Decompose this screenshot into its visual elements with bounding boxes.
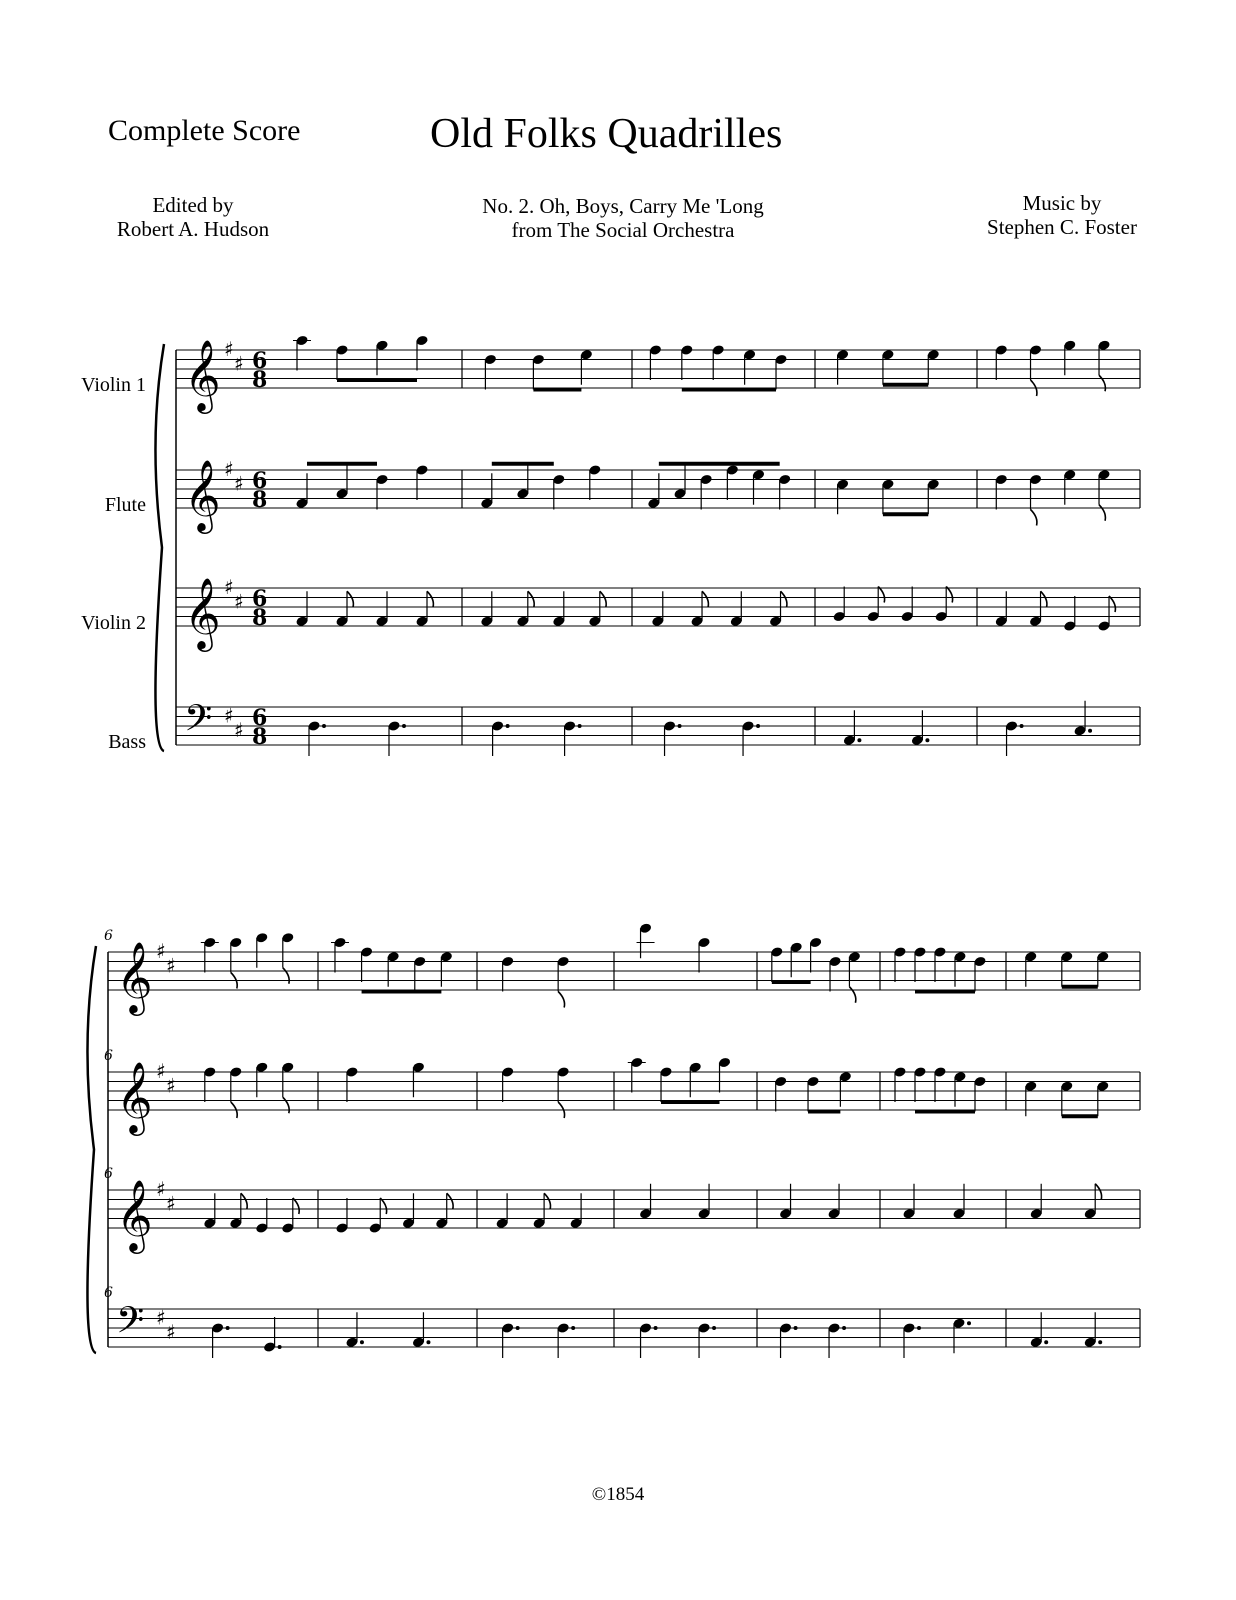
note-flag bbox=[1031, 510, 1037, 526]
sharp-icon: ♯ bbox=[156, 939, 166, 963]
note-flag bbox=[781, 591, 787, 607]
dot-mark bbox=[1020, 724, 1024, 728]
piece-title: Old Folks Quadrilles bbox=[430, 111, 783, 157]
dot-mark bbox=[516, 1326, 520, 1330]
measure-number: 6 bbox=[104, 1285, 113, 1301]
dot-mark bbox=[360, 1340, 364, 1344]
dot-mark bbox=[678, 724, 682, 728]
dot-mark bbox=[712, 1326, 716, 1330]
note-flag bbox=[1109, 596, 1115, 612]
note-flag bbox=[1099, 505, 1105, 521]
sharp-icon: ♯ bbox=[224, 457, 234, 481]
time-signature-top: 6 bbox=[252, 705, 268, 731]
note-flag bbox=[544, 1193, 550, 1209]
instrument-label-bass: Bass bbox=[108, 731, 146, 753]
sharp-icon: ♯ bbox=[234, 717, 244, 742]
note-flag bbox=[878, 587, 884, 603]
composer-line-1: Music by bbox=[1022, 191, 1102, 215]
time-signature-top: 6 bbox=[252, 468, 268, 494]
treble-clef-icon: 𝄞 bbox=[184, 576, 221, 649]
note-flag bbox=[283, 1097, 289, 1113]
dot-mark bbox=[842, 1326, 846, 1330]
copyright-notice: ©1854 bbox=[591, 1484, 645, 1505]
measure-number: 6 bbox=[104, 928, 113, 944]
time-signature-top: 6 bbox=[252, 348, 268, 374]
dot-mark bbox=[967, 1321, 971, 1325]
instrument-label-flute: Flute bbox=[104, 494, 146, 516]
sharp-icon: ♯ bbox=[166, 1191, 176, 1216]
dot-mark bbox=[426, 1340, 430, 1344]
note-flag bbox=[241, 1193, 247, 1209]
editor-line-1: Edited by bbox=[152, 193, 234, 217]
sharp-icon: ♯ bbox=[234, 351, 244, 376]
time-signature-top: 6 bbox=[252, 586, 268, 612]
system-brace bbox=[87, 946, 96, 1353]
composer-line-2: Stephen C. Foster bbox=[987, 215, 1137, 240]
treble-clef-icon: 𝄞 bbox=[184, 458, 221, 531]
time-signature-bottom: 8 bbox=[252, 724, 268, 750]
treble-clef-icon: 𝄞 bbox=[116, 1060, 153, 1133]
note-flag bbox=[946, 587, 952, 603]
dot-mark bbox=[917, 1326, 921, 1330]
bass-clef-icon: 𝄢 bbox=[184, 697, 213, 749]
sharp-icon: ♯ bbox=[166, 953, 176, 978]
dot-mark bbox=[506, 724, 510, 728]
note-flag bbox=[600, 591, 606, 607]
note-flag bbox=[849, 987, 855, 1003]
dot-mark bbox=[1088, 729, 1092, 733]
dot-mark bbox=[226, 1326, 230, 1330]
note-flag bbox=[1041, 591, 1047, 607]
sharp-icon: ♯ bbox=[224, 337, 234, 361]
dot-mark bbox=[857, 738, 861, 742]
piece-subtitle-line-1: No. 2. Oh, Boys, Carry Me 'Long bbox=[482, 194, 764, 218]
score-system-2 bbox=[87, 922, 1140, 1358]
note-flag bbox=[1095, 1184, 1101, 1200]
system-brace bbox=[155, 344, 164, 751]
bass-clef-icon: 𝄢 bbox=[116, 1299, 145, 1351]
dot-mark bbox=[402, 724, 406, 728]
sharp-icon: ♯ bbox=[224, 575, 234, 599]
dot-mark bbox=[654, 1326, 658, 1330]
note-flag bbox=[427, 591, 433, 607]
treble-clef-icon: 𝄞 bbox=[116, 1178, 153, 1251]
time-signature-bottom: 8 bbox=[252, 487, 268, 513]
sharp-icon: ♯ bbox=[156, 1177, 166, 1201]
note-flag bbox=[528, 591, 534, 607]
measure-number: 6 bbox=[104, 1048, 113, 1064]
dot-mark bbox=[322, 724, 326, 728]
note-flag bbox=[447, 1193, 453, 1209]
editor-line-2: Robert A. Hudson bbox=[116, 217, 270, 242]
sharp-icon: ♯ bbox=[234, 471, 244, 496]
score-type-label: Complete Score bbox=[108, 114, 301, 147]
time-signature-bottom: 8 bbox=[252, 605, 268, 631]
note-flag bbox=[283, 968, 289, 984]
instrument-label-violin-1: Violin 1 bbox=[81, 374, 146, 396]
note-flag bbox=[293, 1198, 299, 1214]
sharp-icon: ♯ bbox=[166, 1073, 176, 1098]
score-system-1 bbox=[155, 335, 1140, 756]
dot-mark bbox=[925, 738, 929, 742]
dot-mark bbox=[571, 1326, 575, 1330]
sharp-icon: ♯ bbox=[234, 589, 244, 614]
piece-subtitle-line-2: from The Social Orchestra bbox=[511, 218, 735, 243]
dot-mark bbox=[278, 1345, 282, 1349]
note-flag bbox=[558, 992, 564, 1008]
instrument-label-violin-2: Violin 2 bbox=[81, 612, 146, 634]
treble-clef-icon: 𝄞 bbox=[184, 338, 221, 411]
measure-number: 6 bbox=[104, 1166, 113, 1182]
dot-mark bbox=[1098, 1340, 1102, 1344]
dot-mark bbox=[794, 1326, 798, 1330]
sharp-icon: ♯ bbox=[166, 1319, 176, 1344]
time-signature-bottom: 8 bbox=[252, 367, 268, 393]
note-flag bbox=[702, 591, 708, 607]
sharp-icon: ♯ bbox=[156, 1059, 166, 1083]
sharp-icon: ♯ bbox=[156, 1305, 166, 1330]
dot-mark bbox=[578, 724, 582, 728]
note-flag bbox=[380, 1198, 386, 1214]
sharp-icon: ♯ bbox=[224, 703, 234, 728]
dot-mark bbox=[1044, 1340, 1048, 1344]
note-flag bbox=[347, 591, 353, 607]
note-flag bbox=[1099, 375, 1105, 391]
dot-mark bbox=[756, 724, 760, 728]
treble-clef-icon: 𝄞 bbox=[116, 940, 153, 1013]
